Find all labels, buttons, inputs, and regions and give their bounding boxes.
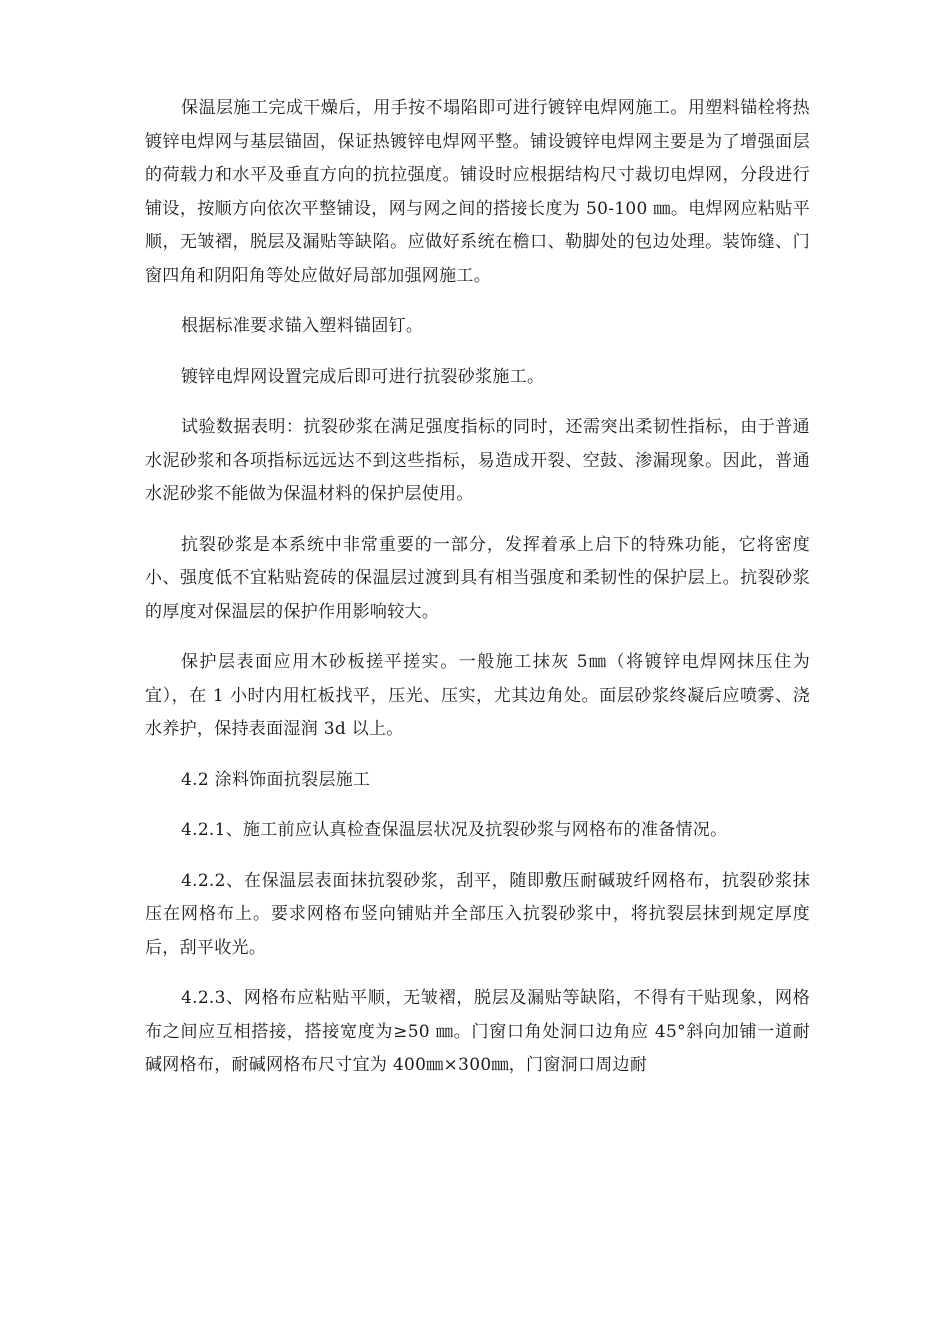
paragraph-4-2-2: 4.2.2、在保温层表面抹抗裂砂浆，刮平，随即敷压耐碱玻纤网格布，抗裂砂浆抹压在网格布上。要求网格布竖向铺贴并全部压入抗裂砂浆中，将抗裂层抹到规定厚度后，刮平收光。 [145,870,810,958]
paragraph-welded-mesh: 保温层施工完成干燥后，用手按不塌陷即可进行镀锌电焊网施工。用塑料锚栓将热镀锌电焊网与基层锚固，保证热镀锌电焊网平整。铺设镀锌电焊网主要是为了增强面层的荷载力和水平及垂直方向的抗拉强度。铺设时应根据结构尺寸裁切电焊网，分段进行铺设，按顺方向依次平整铺设，网与网之间的搭接长度为 50-100 ㎜。电焊网应粘贴平顺，无皱褶，脱层及漏贴等缺陷。应做好系统在檐口、勒脚处的包边处理。装饰缝、门窗四角和阴阳角等处应做好局部加强网施工。 [145,98,810,286]
paragraph-4-2-3: 4.2.3、网格布应粘贴平顺，无皱褶，脱层及漏贴等缺陷，不得有干贴现象，网格布之间应互相搭接，搭接宽度为≥50 ㎜。门窗口角处洞口边角应 45°斜向加铺一道耐碱网格布，耐碱网格布尺寸宜为 400㎜×300㎜，门窗洞口周边耐 [145,988,810,1075]
document-page [145,92,810,1100]
paragraph-anchor-nails: 根据标准要求锚入塑料锚固钉。 [181,316,424,336]
paragraph-protective-layer: 保护层表面应用木砂板搓平搓实。一般施工抹灰 5㎜（将镀锌电焊网抹压住为宜），在 1 小时内用杠板找平，压光、压实，尤其边角处。面层砂浆终凝后应喷雾、浇水养护，保持表面湿润 3d 以上。 [145,652,810,739]
paragraph-crack-mortar-role: 抗裂砂浆是本系统中非常重要的一部分，发挥着承上启下的特殊功能，它将密度小、强度低不宜粘贴瓷砖的保温层过渡到具有相当强度和柔韧性的保护层上。抗裂砂浆的厚度对保温层的保护作用影响较大。 [145,534,810,622]
paragraph-test-data: 试验数据表明：抗裂砂浆在满足强度指标的同时，还需突出柔韧性指标，由于普通水泥砂浆和各项指标远远达不到这些指标，易造成开裂、空鼓、渗漏现象。因此，普通水泥砂浆不能做为保温材料的保护层使用。 [145,417,810,504]
paragraph-4-2-1: 4.2.1、施工前应认真检查保温层状况及抗裂砂浆与网格布的准备情况。 [181,820,728,840]
paragraph-crack-mortar-start: 镀锌电焊网设置完成后即可进行抗裂砂浆施工。 [181,366,545,387]
section-heading-4-2: 4.2 涂料饰面抗裂层施工 [181,769,371,790]
